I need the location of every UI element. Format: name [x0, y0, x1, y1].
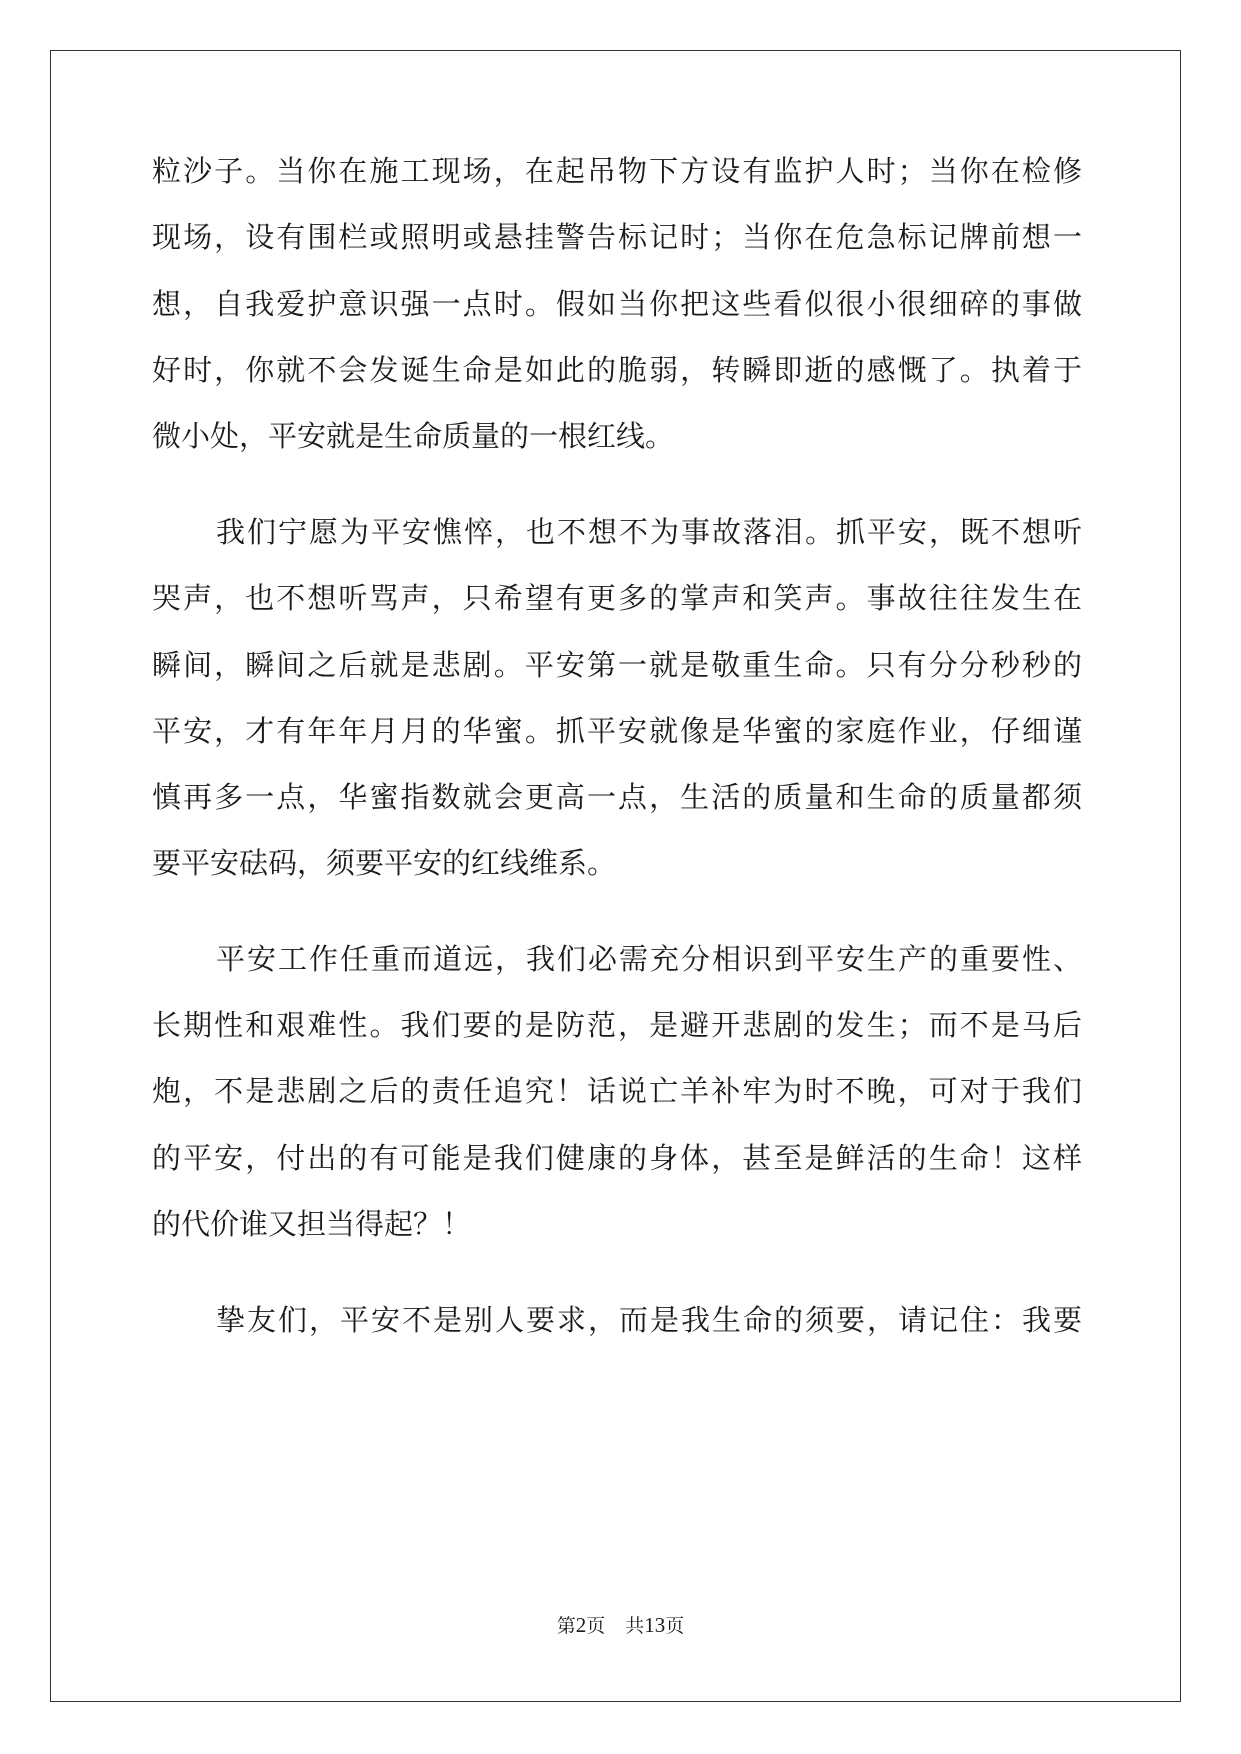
body-text-line: 瞬间，瞬间之后就是悲剧。平安第一就是敬重生命。只有分分秒秒的 [152, 648, 1082, 682]
page-footer [0, 1611, 1241, 1638]
body-text-line: 微小处，平安就是生命质量的一根红线。 [152, 419, 675, 453]
current-page-number: 2 [575, 1613, 587, 1637]
body-text-line: 现场，设有围栏或照明或悬挂警告标记时；当你在危急标记牌前想一 [152, 220, 1082, 254]
body-text-line: 好时，你就不会发诞生命是如此的脆弱，转瞬即逝的感慨了。执着于 [152, 353, 1082, 387]
body-text-line: 的代价谁又担当得起？！ [152, 1207, 472, 1241]
footer-total-suffix: 页 [665, 1615, 685, 1637]
body-text-line: 炮，不是悲剧之后的责任追究！话说亡羊补牢为时不晚，可对于我们 [152, 1074, 1082, 1108]
paragraph-first-line: 我们宁愿为平安憔悴，也不想不为事故落泪。抓平安，既不想听 [216, 515, 1082, 549]
body-text-line: 慎再多一点，华蜜指数就会更高一点，生活的质量和生命的质量都须 [152, 780, 1082, 814]
paragraph-first-line: 平安工作任重而道远，我们必需充分相识到平安生产的重要性、 [216, 942, 1082, 976]
body-text-line: 粒沙子。当你在施工现场，在起吊物下方设有监护人时；当你在检修 [152, 154, 1082, 188]
body-text-line: 平安，才有年年月月的华蜜。抓平安就像是华蜜的家庭作业，仔细谨 [152, 714, 1082, 748]
total-page-count: 13 [644, 1613, 666, 1637]
body-text-line: 要平安砝码，须要平安的红线维系。 [152, 846, 617, 880]
paragraph-first-line: 挚友们，平安不是别人要求，而是我生命的须要，请记住：我要 [216, 1303, 1082, 1337]
body-text-line: 哭声，也不想听骂声，只希望有更多的掌声和笑声。事故往往发生在 [152, 581, 1082, 615]
footer-page-suffix: 页 [586, 1615, 606, 1637]
body-text-line: 想，自我爱护意识强一点时。假如当你把这些看似很小很细碎的事做 [152, 287, 1082, 321]
footer-total-prefix: 共 [625, 1615, 645, 1637]
body-text-line: 长期性和艰难性。我们要的是防范，是避开悲剧的发生；而不是马后 [152, 1008, 1082, 1042]
body-text-line: 的平安，付出的有可能是我们健康的身体，甚至是鲜活的生命！这样 [152, 1141, 1082, 1175]
footer-prefix: 第 [556, 1615, 576, 1637]
